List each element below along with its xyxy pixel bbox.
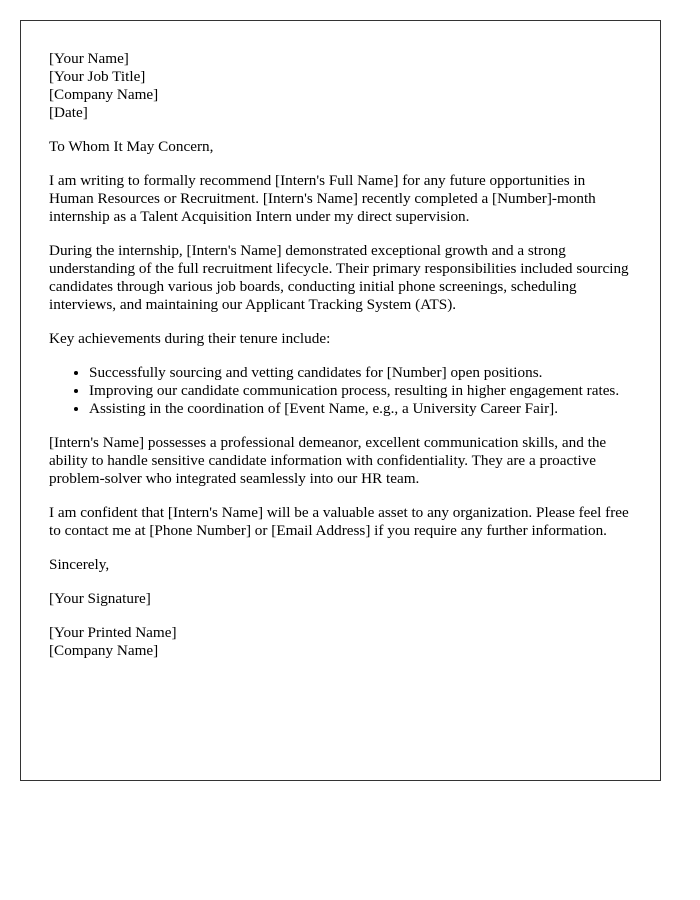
achievements-list: [49, 364, 632, 418]
sender-name: [Your Name]: [49, 50, 129, 67]
achievement-item: • Improving our candidate communication process, resulting in higher engagement rates.: [89, 382, 632, 400]
salutation: To Whom It May Concern,: [49, 138, 214, 155]
signature: [Your Signature]: [49, 590, 151, 607]
sender-company: [Company Name]: [49, 86, 159, 103]
closing: Sincerely,: [49, 556, 110, 573]
achievements-intro: Key achievements during their tenure include:: [49, 330, 331, 347]
achievement-item: • Assisting in the coordination of [Event Name, e.g., a University Career Fair].: [89, 400, 632, 418]
contact-paragraph: I am confident that [Intern's Name] will be a valuable asset to any organization. Please feel free to contact me at [Phone Number] or [Email Address] if you require any further information.: [49, 504, 629, 539]
signoff-company: [Company Name]: [49, 642, 159, 659]
letter-page: [20, 20, 661, 781]
qualities-paragraph: [Intern's Name] possesses a professional demeanor, excellent communication skills, and the ability to handle sensitive candidate information with confidentiality. They are a proactive problem-solver who integrated seamlessly into our HR team.: [49, 434, 607, 487]
sender-job-title: [Your Job Title]: [49, 68, 146, 85]
responsibilities-paragraph: During the internship, [Intern's Name] demonstrated exceptional growth and a strong understanding of the full recruitment lifecycle. Their primary responsibilities included sourcing candidates through various job boards, conducting initial phone screenings, scheduling interviews, and maintaining our Applicant Tracking System (ATS).: [49, 242, 629, 313]
signoff-block: [49, 624, 632, 660]
letter-date: [Date]: [49, 104, 88, 121]
printed-name: [Your Printed Name]: [49, 624, 177, 641]
achievement-item: • Successfully sourcing and vetting candidates for [Number] open positions.: [89, 364, 632, 382]
sender-block: [49, 50, 632, 122]
intro-paragraph: I am writing to formally recommend [Intern's Full Name] for any future opportunities in Human Resources or Recruitment. [Intern's Name] recently completed a [Number]-month internship as a Talent Acquisition Intern under my direct supervision.: [49, 172, 596, 225]
